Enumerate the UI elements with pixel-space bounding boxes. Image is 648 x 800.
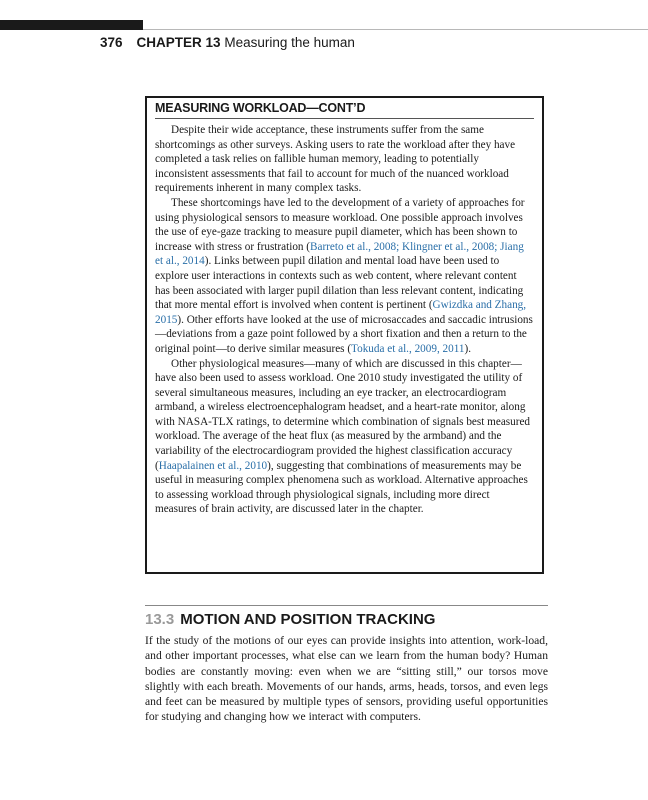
header-rule <box>143 29 648 30</box>
chapter-title: Measuring the human <box>224 35 355 50</box>
sidebar-paragraph-2: These shortcomings have led to the development of a variety of approaches for using physiological sensors to measure workload. One possible approach involves the use of eye-gaze tracking to measure pupil diameter, which has been shown to increase with stress or frustration (Barreto et al., 2008; Klingner et al., 2008; Jiang et al., 2014). Links between pupil dilation and mental load have been used to explore user interactions in contexts such as web content, where relevant content has been associated with larger pupil dilation than less relevant content, indicating that more mental effort is involved when content is pertinent (Gwizdka and Zhang, 2015). Other efforts have looked at the use of microsaccades and saccadic intrusions—deviations from a gaze point followed by a short fixation and then a return to the original point—to derive similar measures (Tokuda et al., 2009, 2011). <box>155 196 533 355</box>
sidebar-paragraph-1: Despite their wide acceptance, these instruments suffer from the same shortcomings as other surveys. Asking users to rate the workload after they have completed a task relies on fallible human memory, leading to potentially inconsistent assessments that fail to account for much of the nuanced workload requirements inherent in many complex tasks. <box>155 124 516 195</box>
section-heading <box>145 611 435 628</box>
section-number: 13.3 <box>145 611 175 628</box>
header-bar <box>0 20 143 30</box>
running-head <box>100 35 355 50</box>
sidebar-paragraph-3: Other physiological measures—many of which are discussed in this chapter—have also been used to assess workload. One 2010 study investigated the utility of several simultaneous measures, including an eye tracker, an electrocardiogram armband, a wireless electroencephalogram headset, and a heart-rate monitor, along with NASA-TLX ratings, to determine which combination of signals best measured workload. The average of the heat flux (as measured by the armband) and the variability of the electrocardiogram provided the highest classification accuracy (Haapalainen et al., 2010), suggesting that combinations of measurements may be useful in measuring complex phenomena such as workload. Alternative approaches to assessing workload through physiological signals, including more direct measures of brain activity, are discussed later in the chapter. <box>155 357 531 516</box>
sidebar-box-title: MEASURING WORKLOAD—CONT’D <box>155 101 534 119</box>
section-title: MOTION AND POSITION TRACKING <box>180 611 436 628</box>
section-rule <box>145 605 548 606</box>
page-number: 376 <box>100 35 123 50</box>
section-body-paragraph: If the study of the motions of our eyes can provide insights into attention, work-load, and other important processes, what else can we learn from the human body? Human bodies are constantly moving: even when we are “sitting still,” our torsos move slightly with each breath. Movements of our hands, arms, heads, torsos, and even legs and feet can be measured by multiple types of sensors, providing useful opportunities for studying and changing how we interact with computers. <box>145 634 548 724</box>
citation-link-gwizdka[interactable]: Gwizdka and Zhang, 2015 <box>155 299 527 326</box>
citation-link-barreto[interactable]: Barreto et al., 2008; Klingner et al., 2008; Jiang et al., 2014 <box>155 240 524 268</box>
chapter-label: CHAPTER 13 <box>136 35 221 50</box>
citation-link-tokuda[interactable]: Tokuda et al., 2009, 2011 <box>351 342 465 355</box>
citation-link-haapalainen[interactable]: Haapalainen et al., 2010 <box>158 459 268 472</box>
sidebar-box <box>145 96 544 574</box>
